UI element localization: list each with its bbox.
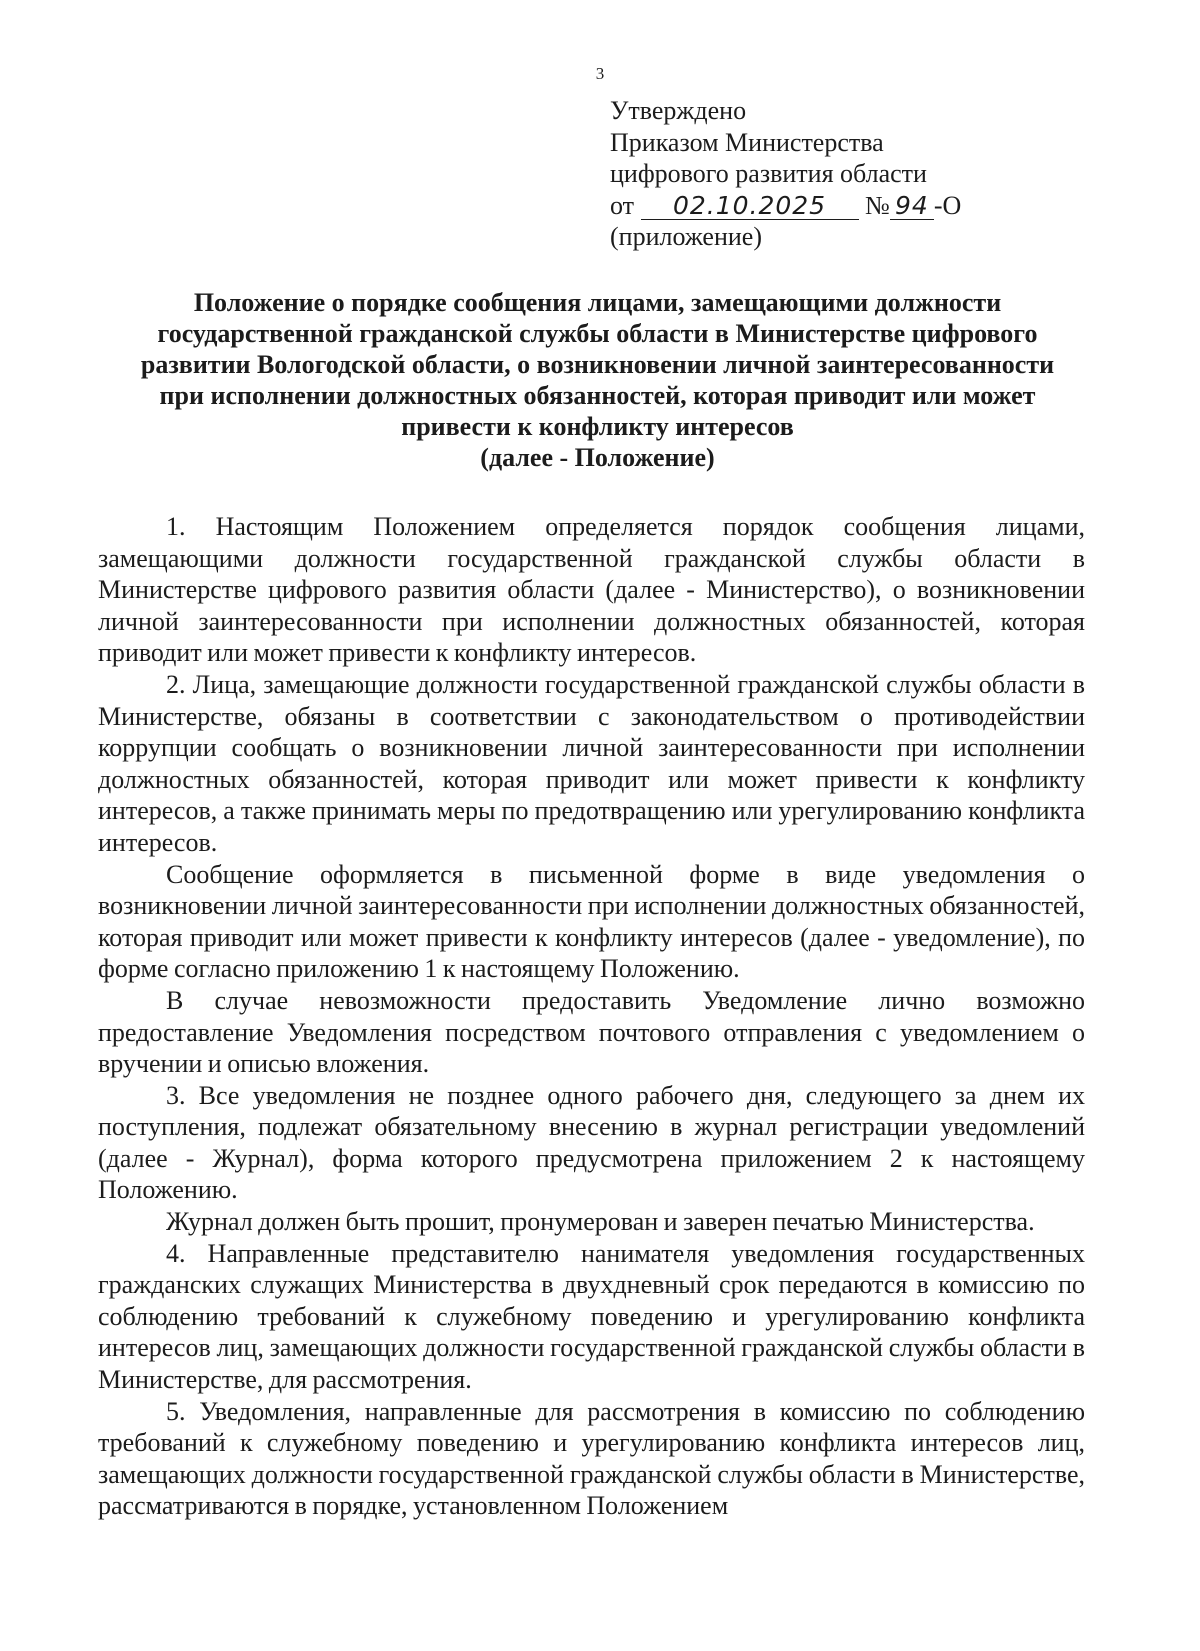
title-line: привести к конфликту интересов [401,412,794,441]
number-prefix: № [865,190,890,220]
document-title [95,287,1100,473]
handwritten-number: 94 [890,193,934,220]
title-line: (далее - Положение) [480,443,715,472]
approval-line: цифрового развития области [610,159,927,188]
title-line: развитии Вологодской области, о возникновении личной заинтересованности [140,350,1055,379]
paragraph: 5. Уведомления, направленные для рассмотрения в комиссию по соблюдению требований к служебному поведению и урегулированию конфликта интересов лиц, замещающих должности государственной гражданской службы области в Министерстве, рассматриваются в порядке, установленном Положением [98,1396,1085,1521]
handwritten-date: 02.10.2025 [641,193,859,220]
approval-line: Утверждено [610,96,747,125]
title-line: государственной гражданской службы области в Министерстве цифрового [157,319,1038,348]
paragraph: Журнал должен быть прошит, пронумерован и заверен печатью Министерства. [166,1207,1035,1237]
paragraph: 1. Настоящим Положением определяется порядок сообщения лицами, замещающими должности государственной гражданской службы области в Министерстве цифрового развития области (далее - Министерство), о возникновении личной заинтересованности при исполнении должностных обязанностей, которая приводит или может привести к конфликту интересов. [98,512,1085,668]
document-body [98,511,1085,1522]
approval-line: Приказом Министерства [610,127,884,157]
paragraph: 3. Все уведомления не позднее одного рабочего дня, следующего за днем их поступления, подлежат обязательному внесению в журнал регистрации уведомлений (далее - Журнал), форма которого предусмотрена приложением 2 к настоящему Положению. [98,1080,1085,1205]
page-number: 3 [595,64,605,83]
approval-date-line [610,190,961,222]
paragraph: 2. Лица, замещающие должности государственной гражданской службы области в Министерстве, обязаны в соответствии с законодательством о противодействии коррупции сообщать о возникновении личной заинтересованности при исполнении должностных обязанностей, которая приводит или может привести к конфликту интересов, а также принимать меры по предотвращению или урегулированию конфликта интересов. [98,669,1085,857]
title-line: Положение о порядке сообщения лицами, замещающими должности [193,288,1002,317]
date-prefix: от [610,190,635,220]
approval-block [610,95,961,253]
title-line: при исполнении должностных обязанностей, которая приводит или может [159,381,1036,410]
paragraph: Сообщение оформляется в письменной форме в виде уведомления о возникновении личной заинтересованности при исполнении должностных обязанностей, которая приводит или может привести к конфликту интересов (далее - уведомление), по форме согласно приложению 1 к настоящему Положению. [98,859,1085,984]
number-suffix: -О [933,190,962,220]
approval-line: (приложение) [610,222,763,251]
paragraph: 4. Направленные представителю нанимателя уведомления государственных гражданских служащих Министерства в двухдневный срок передаются в комиссию по соблюдению требований к служебному поведению и урегулированию конфликта интересов лиц, замещающих должности государственной гражданской службы области в Министерстве, для рассмотрения. [98,1238,1085,1395]
paragraph: В случае невозможности предоставить Уведомление лично возможно предоставление Уведомления посредством почтового отправления с уведомлением о вручении и описью вложения. [98,985,1085,1079]
